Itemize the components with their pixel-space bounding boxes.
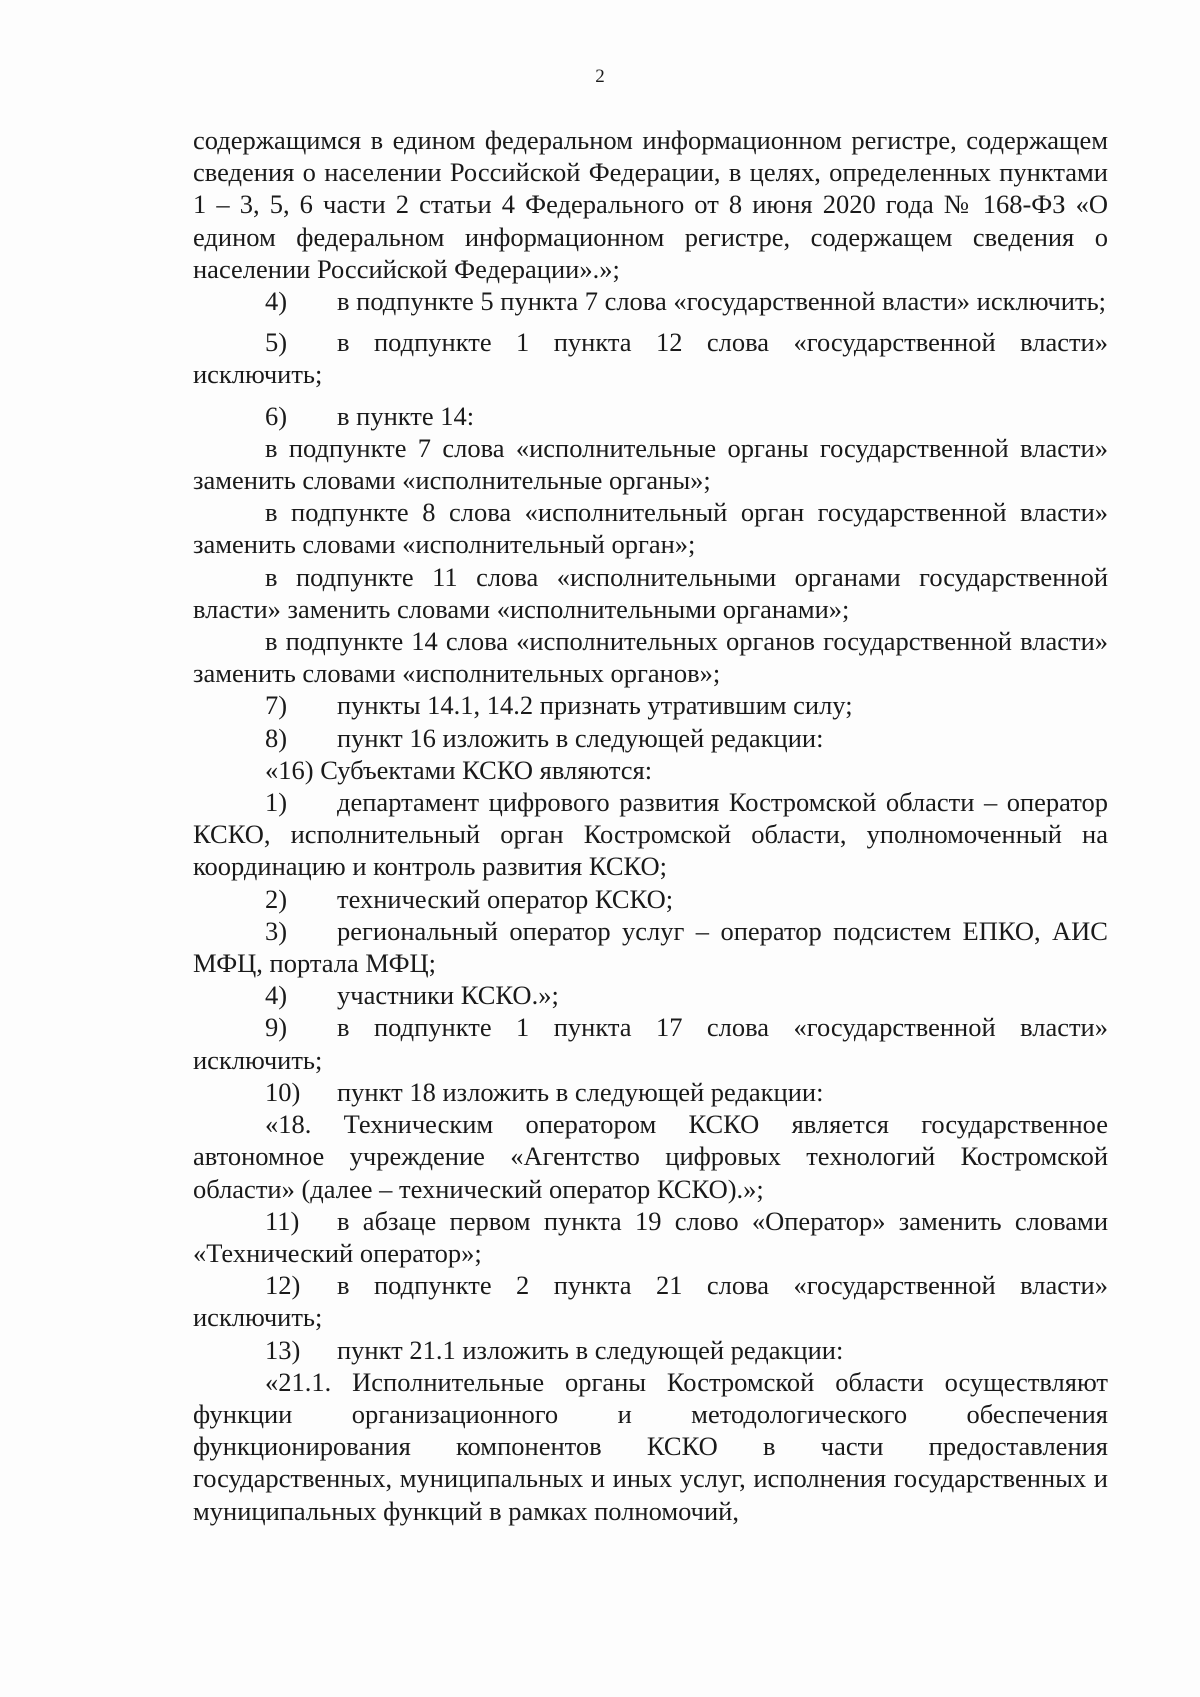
item-text: в подпункте 5 пункта 7 слова «государственной власти» исключить; — [337, 286, 1107, 317]
item-number: 4) — [265, 980, 288, 1011]
paragraph-1: содержащимся в едином федеральном информационном регистре, содержащем сведения о населении Российской Федерации, в целях, определенных пунктами 1 – 3, 5, 6 части 2 статьи 4 Федерального от 8 июня 2020 года № 168-ФЗ «О едином федеральном информационном регистре, содержащем сведения о населении Российской Федерации».»; — [193, 125, 1108, 284]
paragraph-subitem-14: в подпункте 14 слова «исполнительных органов государственной власти» заменить словами «исполнительных органов»; — [193, 626, 1108, 689]
item-text: в абзаце первом пункта 19 слово «Оператор» заменить словами «Технический оператор»; — [193, 1205, 1108, 1268]
item-text: пункт 18 изложить в следующей редакции: — [337, 1076, 824, 1107]
item-number: 13) — [265, 1334, 301, 1365]
item-text: департамент цифрового развития Костромской области – оператор КСКО, исполнительный орган Костромской области, уполномоченный на координацию и контроль развития КСКО; — [193, 787, 1108, 882]
item-6 — [193, 400, 1108, 432]
paragraph-subitem-8: в подпункте 8 слова «исполнительный орган государственной власти» заменить словами «исполнительный орган»; — [193, 497, 1108, 560]
item-7 — [193, 689, 1108, 721]
subject-2 — [193, 883, 1108, 915]
paragraph-subitem-7: в подпункте 7 слова «исполнительные органы государственной власти» заменить словами «исполнительные органы»; — [193, 432, 1108, 496]
item-text: пункты 14.1, 14.2 признать утратившим силу; — [337, 690, 853, 721]
item-number: 10) — [265, 1076, 301, 1107]
item-text: региональный оператор услуг – оператор подсистем ЕПКО, АИС МФЦ, портала МФЦ; — [193, 915, 1108, 979]
subject-3 — [193, 915, 1108, 979]
item-text: в подпункте 1 пункта 17 слова «государственной власти» исключить; — [193, 1012, 1108, 1075]
item-number: 6) — [265, 400, 288, 431]
subject-4 — [193, 979, 1108, 1011]
item-text: пункт 16 изложить в следующей редакции: — [337, 722, 824, 753]
item-text: в подпункте 1 пункта 12 слова «государственной власти» исключить; — [193, 327, 1108, 390]
item-number: 5) — [265, 327, 288, 358]
item-10 — [193, 1076, 1108, 1108]
document-body — [193, 124, 1108, 1527]
item-text: технический оператор КСКО; — [337, 883, 674, 914]
paragraph-18: «18. Техническим оператором КСКО является государственное автономное учреждение «Агентство цифровых технологий Костромской области» (далее – технический оператор КСКО).»; — [193, 1109, 1108, 1204]
item-number: 9) — [265, 1012, 288, 1043]
item-text: в пункте 14: — [337, 400, 475, 431]
item-12 — [193, 1269, 1108, 1333]
item-5 — [193, 326, 1108, 390]
item-number: 3) — [265, 915, 288, 946]
item-text: пункт 21.1 изложить в следующей редакции: — [337, 1334, 844, 1365]
item-number: 12) — [265, 1270, 301, 1301]
item-13 — [193, 1334, 1108, 1366]
item-4 — [193, 285, 1108, 317]
item-text: в подпункте 2 пункта 21 слова «государственной власти» исключить; — [193, 1270, 1108, 1333]
subject-1 — [193, 786, 1108, 883]
item-9 — [193, 1011, 1108, 1075]
item-number: 2) — [265, 883, 288, 914]
item-11 — [193, 1205, 1108, 1269]
item-number: 8) — [265, 722, 288, 753]
item-number: 4) — [265, 286, 288, 317]
paragraph-subitem-11: в подпункте 11 слова «исполнительными органами государственной власти» заменить словами «исполнительными органами»; — [193, 561, 1108, 624]
page-number: 2 — [595, 66, 605, 87]
item-8 — [193, 722, 1108, 754]
item-number: 1) — [265, 787, 288, 818]
item-number: 7) — [265, 690, 288, 721]
paragraph-21-1: «21.1. Исполнительные органы Костромской области осуществляют функции организационного и методологического обеспечения функционирования компонентов КСКО в части предоставления государственных, муниципальных и иных услуг, исполнения государственных и муниципальных функций в рамках полномочий, — [193, 1366, 1108, 1526]
item-number: 11) — [265, 1205, 300, 1236]
paragraph-16-intro: «16) Субъектами КСКО являются: — [265, 754, 653, 785]
item-text: участники КСКО.»; — [337, 980, 559, 1011]
